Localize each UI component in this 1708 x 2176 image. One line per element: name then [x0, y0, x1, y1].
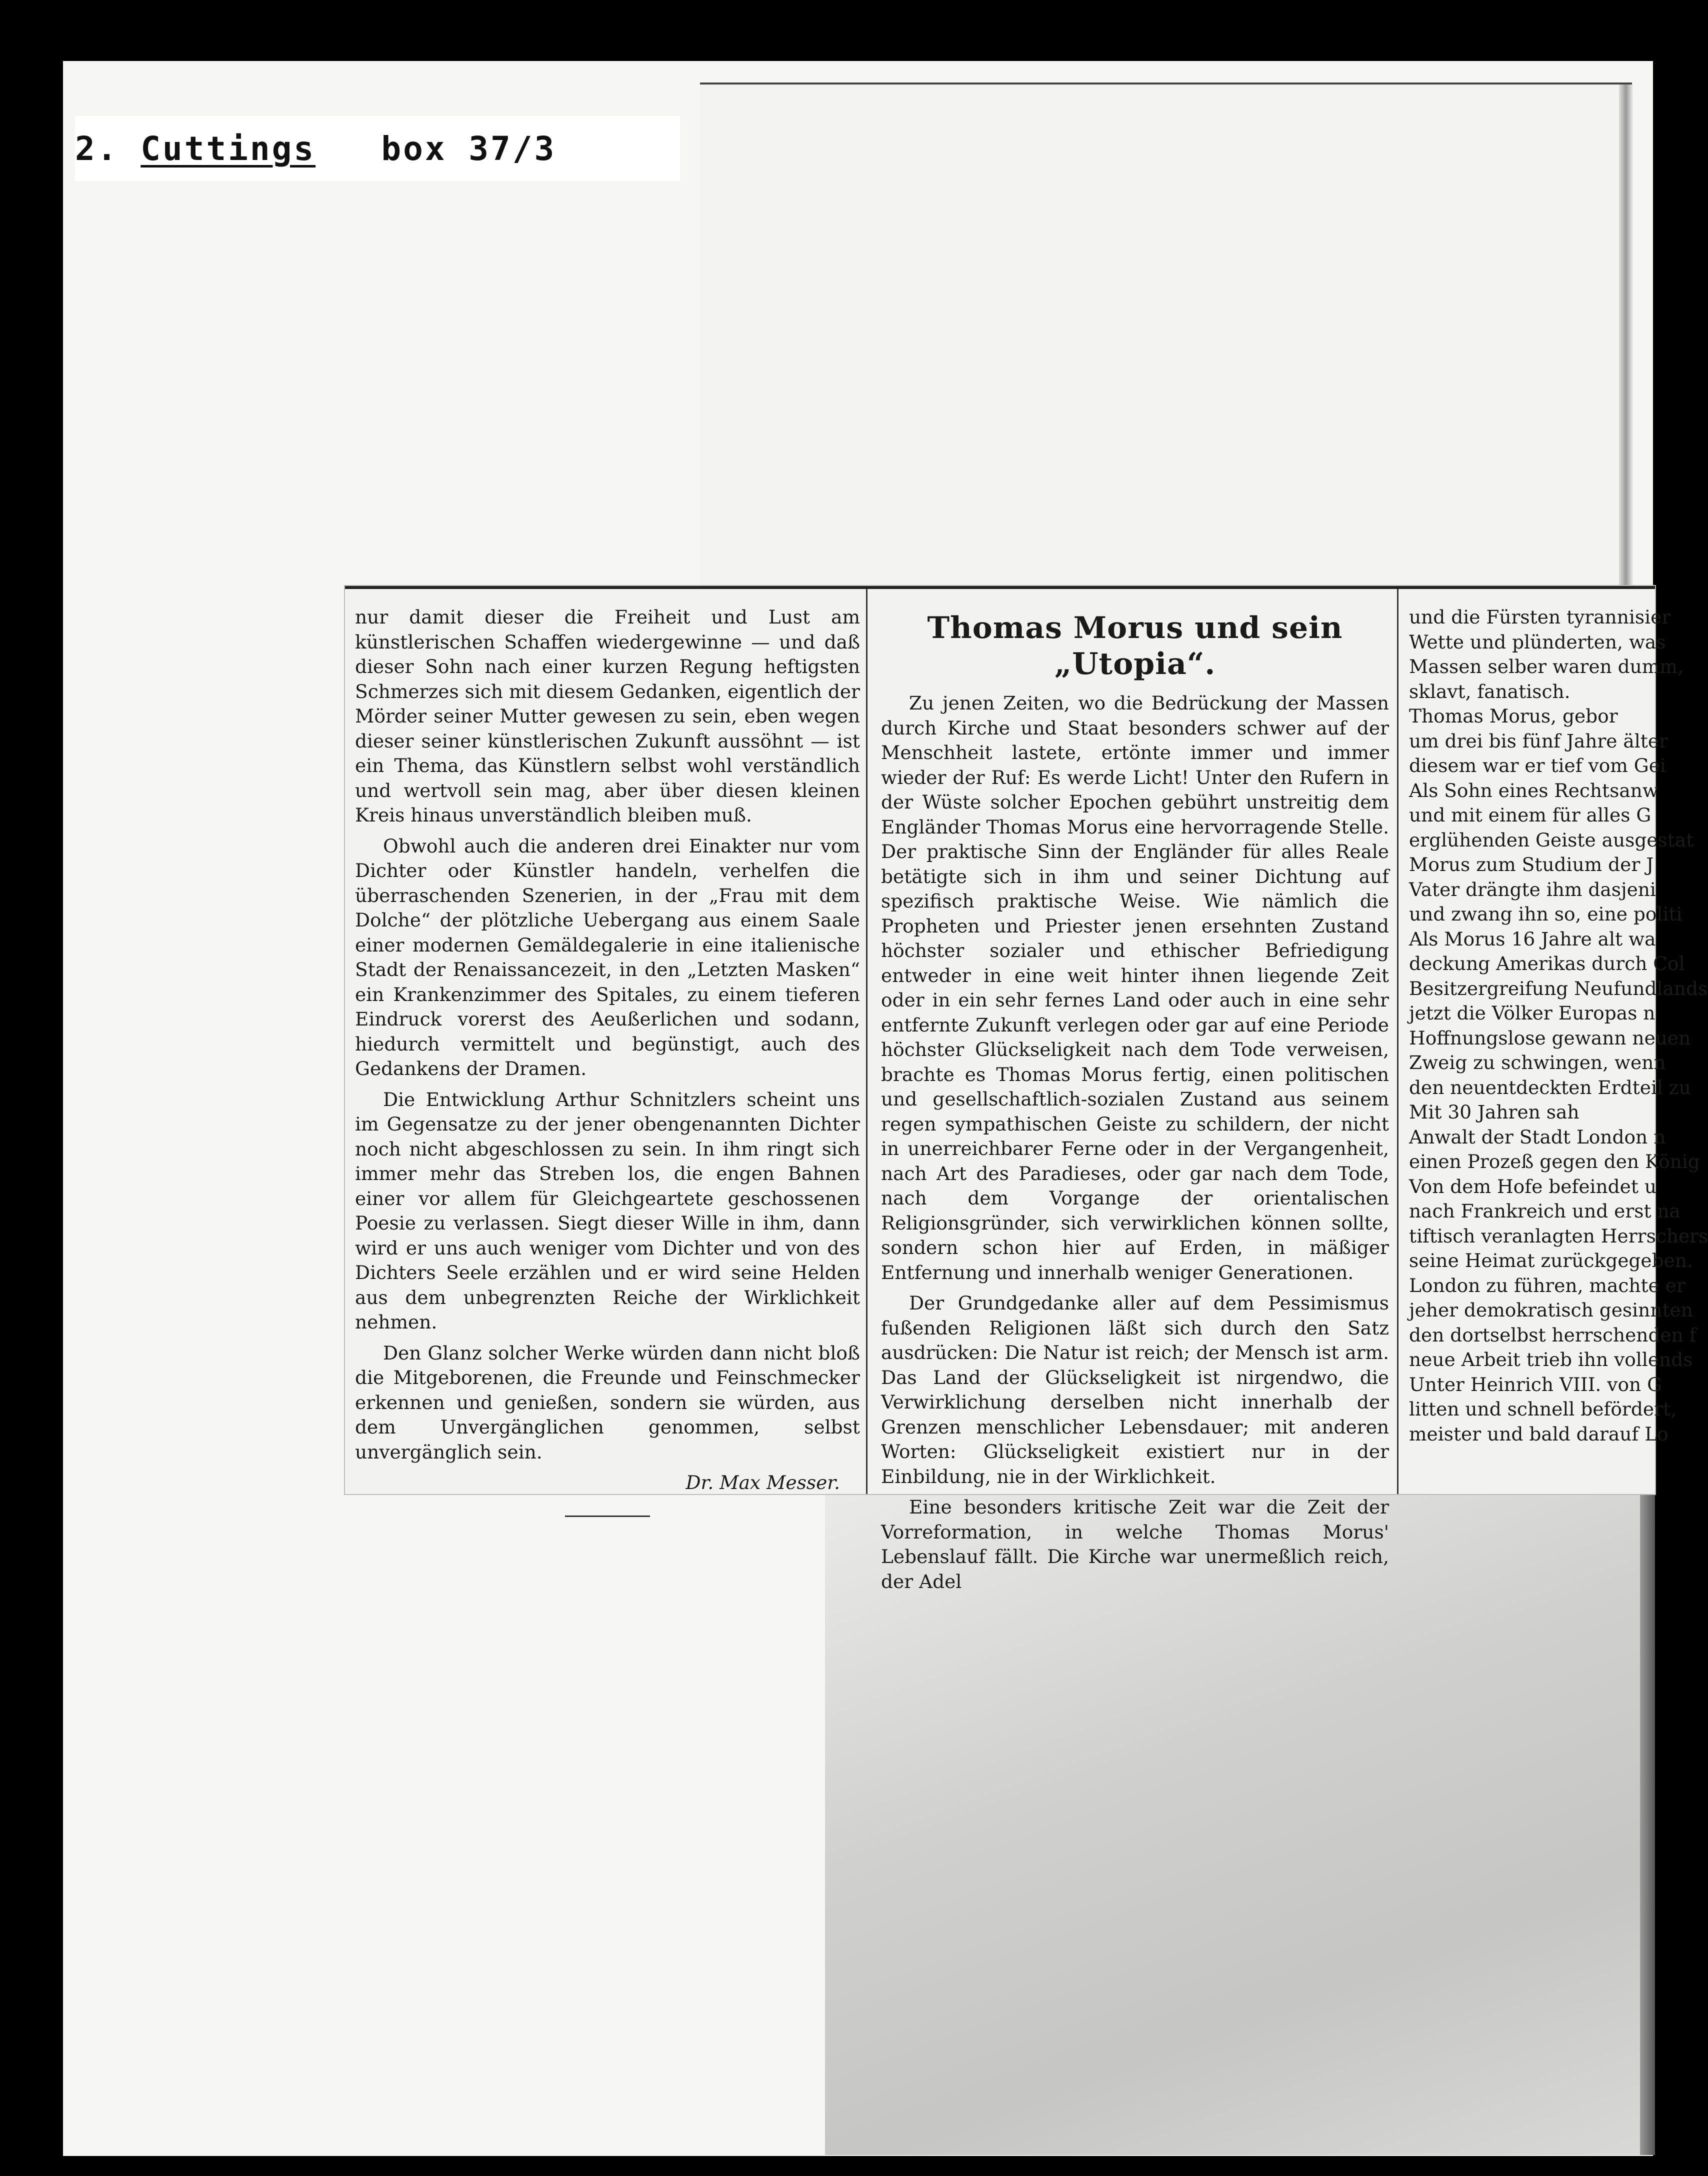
text-line: Unter Heinrich VIII. von G [1409, 1373, 1662, 1396]
paragraph: Der Grundgedanke aller auf dem Pessimismus fußenden Religionen läßt sich durch den Satz ausdrücken: Die Natur ist reich; der Mensch ist arm. Das Land der Glückseligkeit ist nirgendwo, die Verwirklichung derselben nicht innerhalb der Grenzen menschlicher Lebensdauer; mit anderen Worten: Glückseligkeit existiert nur in der Einbildung, nie in der Wirklichkeit. [881, 1292, 1389, 1488]
end-rule [565, 1516, 650, 1517]
text-line: Als Sohn eines Rechtsanw [1409, 779, 1658, 802]
text-line: den dortselbst herrschenden f [1409, 1324, 1696, 1346]
column-rule [1397, 589, 1398, 1494]
text-line: erglühenden Geiste ausgestat [1409, 828, 1694, 851]
text-line: einen Prozeß gegen den König [1409, 1150, 1700, 1172]
text-line: den neuentdeckten Erdteil zu [1409, 1076, 1691, 1098]
text-line: Als Morus 16 Jahre alt wa [1409, 928, 1656, 950]
paragraph: Den Glanz solcher Werke würden dann nicht bloß die Mitgeborenen, die Freunde und Feinschmecker erkennen und genießen, sondern sie würden, aus dem Unvergänglichen genommen, selbst unvergänglich sein. [355, 1342, 860, 1463]
text-line: Wette und plünderten, was [1409, 630, 1666, 653]
paragraph: Die Entwicklung Arthur Schnitzlers scheint uns im Gegensatze zu der jener obengenannten Dichter noch nicht abgeschlossen zu sein. In ihm ringt sich immer mehr das Streben los, die engen Bahnen einer vor allem für Gleichgeartete geschossenen Poesie zu verlassen. Siegt dieser Wille in ihm, dann wird er uns auch weniger vom Dichter und von des Dichters Seele erzählen und er wird seine Helden aus dem unbegrenzten Reiche der Wirklichkeit nehmen. [355, 1088, 860, 1333]
paragraph: Zu jenen Zeiten, wo die Bedrückung der Massen durch Kirche und Staat besonders schwer auf der Menschheit lastete, ertönte immer und immer wieder der Ruf: Es werde Licht! Unter den Rufern in der Wüste solcher Epochen gebührt unstreitig dem Engländer Thomas Morus eine hervorragende Stelle. Der praktische Sinn der Engländer für alles Reale betätigte sich in ihm und seiner Dichtung auf spezifisch praktische Weise. Wie nämlich die Propheten und Priester jenen ersehnten Zustand höchster sozialer und ethischer Befriedigung entweder in eine weit hinter ihnen liegende Zeit oder in ein sehr fernes Land oder auch in eine sehr entfernte Zukunft verlegen oder gar auf eine Periode höchster Glückseligkeit nach dem Tode verweisen, brachte es Thomas Morus fertig, einen politischen und gesellschaftlich-sozialen Zustand aus seinem regen sympathischen Geiste zu schildern, der nicht in unerreichbarer Ferne oder in der Vergangenheit, nach Art des Paradieses, oder gar nach dem Tode, nach dem Vorgange der orientalischen Religionsgründer, sich verwirklichen können sollte, sondern schon hier auf Erden, in mäßiger Entfernung und innerhalb weniger Generationen. [881, 692, 1389, 1284]
text-line: nach Frankreich und erst na [1409, 1200, 1681, 1222]
text-line: jeher demokratisch gesinnten [1409, 1299, 1693, 1321]
text-line: London zu führen, machte er [1409, 1274, 1686, 1296]
column-middle [881, 605, 1389, 1600]
text-line: Vater drängte ihm dasjeni [1409, 878, 1656, 900]
text-line: Morus zum Studium der J [1409, 854, 1654, 876]
label-number: 2. [75, 129, 119, 168]
text-line: sklavt, fanatisch. [1409, 680, 1570, 702]
paragraph: nur damit dieser die Freiheit und Lust am künstlerischen Schaffen wiedergewinne — und daß dieser Sohn nach einer kurzen Regung heftigsten Schmerzes sich mit diesem Gedanken, eigentlich der Mörder seiner Mutter gewesen zu sein, eben wegen dieser seiner künstlerischen Zukunft aussöhnt — ist ein Thema, das Künstlern selbst wohl verständlich und wertvoll sein mag, aber über diesen kleinen Kreis hinaus unverständlich bleiben muß. [355, 606, 860, 826]
text-line: seine Heimat zurückgegeben. [1409, 1250, 1693, 1272]
sheet-edge [1640, 1490, 1655, 2155]
text-line: Von dem Hofe befeindet u [1409, 1175, 1656, 1198]
text-line: jetzt die Völker Europas n [1409, 1002, 1656, 1024]
newspaper-clipping [345, 586, 1708, 1592]
text-line: litten und schnell befördert, [1409, 1398, 1676, 1420]
column-left [355, 605, 860, 1517]
label-box: box 37/3 [381, 129, 556, 168]
mounted-envelope [700, 82, 1632, 590]
text-line: neue Arbeit trieb ihn vollends [1409, 1348, 1693, 1370]
column-right [1409, 605, 1708, 1446]
text-line: Mit 30 Jahren sah [1409, 1101, 1580, 1123]
text-line: Hoffnungslose gewann neuen [1409, 1026, 1691, 1049]
article-headline: Thomas Morus und sein „Utopia“. [927, 610, 1343, 682]
paragraph: Obwohl auch die anderen drei Einakter nur vom Dichter oder Künstler handeln, verhelfen die überraschenden Szenerien, in der „Frau mit dem Dolche“ der plötzliche Uebergang aus einem Saale einer modernen Gemäldegalerie in eine italienische Stadt der Renaissancezeit, in den „Letzten Masken“ ein Krankenzimmer des Spitales, zu einem tieferen Eindruck vorerst des Aeußerlichen und sodann, hiedurch vermittelt und begünstigt, auch des Gedankens der Dramen. [355, 834, 860, 1080]
author-signature: Dr. Max Messer. [686, 1472, 840, 1494]
text-line: deckung Amerikas durch Col [1409, 952, 1685, 974]
text-line: Besitzergreifung Neufundlands [1409, 977, 1708, 1000]
text-line: diesem war er tief vom Gei [1409, 754, 1666, 776]
text-line: Anwalt der Stadt London n [1409, 1126, 1666, 1148]
text-line: und die Fürsten tyrannisier [1409, 606, 1671, 628]
text-line: Massen selber waren dumm, [1409, 656, 1684, 678]
text-line: tiftisch veranlagten Herrschers [1409, 1224, 1708, 1247]
text-line: Zweig zu schwingen, wenn [1409, 1052, 1666, 1074]
label-category: Cuttings [140, 129, 316, 168]
text-line: und zwang ihn so, eine politi [1409, 903, 1682, 925]
archive-label [75, 116, 680, 181]
text-line: meister und bald darauf Lo [1409, 1422, 1668, 1445]
paragraph: Eine besonders kritische Zeit war die Zeit der Vorreformation, in welche Thomas Morus' Lebenslauf fällt. Die Kirche war unermeßlich reich, der Adel [881, 1496, 1389, 1592]
column-rule [866, 589, 868, 1494]
text-line: und mit einem für alles G [1409, 804, 1652, 826]
text-line: Thomas Morus, gebor [1409, 705, 1618, 727]
text-line: um drei bis fünf Jahre älter [1409, 730, 1668, 752]
